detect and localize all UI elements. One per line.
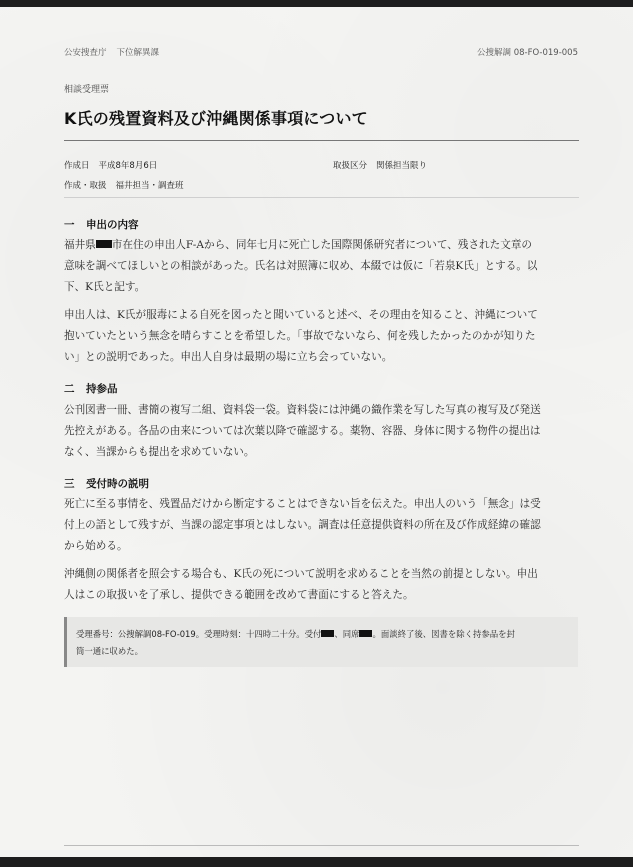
redaction-bar xyxy=(359,630,372,637)
redaction-bar xyxy=(96,240,112,248)
page-header-left xyxy=(64,46,159,58)
text-line: 抱いていたという無念を晴らすことを希望した。「事故でないなら、何を残したかったのかが知りた xyxy=(64,330,536,342)
text-line: 下、K氏と記す。 xyxy=(64,281,146,293)
section-3-title: 受付時の説明 xyxy=(86,478,149,490)
text-line: なく、当課からも提出を求めていない。 xyxy=(64,446,255,458)
section-1-title: 申出の内容 xyxy=(86,219,139,231)
text-line: 付上の語として残すが、当課の認定事項とはしない。調査は任意提供資料の所在及び作成経緯の確認 xyxy=(64,519,541,531)
text-line: 意味を調べてほしいとの相談があった。氏名は対照簿に収め、本綴では仮に「若泉K氏」とする。以 xyxy=(64,260,538,272)
title-divider xyxy=(64,140,579,141)
section-3-paragraph-1 xyxy=(64,494,582,557)
meta-author xyxy=(64,179,184,191)
text-line: 筒一通に収めた。 xyxy=(76,646,143,656)
doc-type-label: 相談受理票 xyxy=(64,85,110,95)
section-2-title: 持参品 xyxy=(86,383,118,395)
section-1-paragraph-2 xyxy=(64,305,582,368)
top-border xyxy=(0,0,633,7)
meta-classification xyxy=(333,159,427,171)
section-2-number: 二 xyxy=(64,383,75,395)
meta-class-value: 関係担当限り xyxy=(376,161,428,171)
section-3-paragraph-2 xyxy=(64,564,582,606)
meta-author-label: 作成・取扱 xyxy=(64,181,107,191)
text-line: 申出人は、K氏が服毒による自死を図ったと聞いていると述べ、その理由を知ること、沖縄について xyxy=(64,309,538,321)
meta-divider xyxy=(64,197,579,198)
receipt-note xyxy=(64,617,578,667)
text-line: 先控えがある。各品の由来については次葉以降で確認する。薬物、容器、身体に関する物件の提出は xyxy=(64,425,541,437)
section-3-number: 三 xyxy=(64,478,75,490)
bottom-border xyxy=(0,857,633,867)
text-line: 人はこの取扱いを了承し、提供できる範囲を改めて書面にすると答えた。 xyxy=(64,589,414,601)
meta-class-label: 取扱区分 xyxy=(333,161,368,171)
header-org: 公安捜査庁 xyxy=(64,48,107,58)
section-3-heading xyxy=(64,476,149,491)
meta-date-label: 作成日 xyxy=(64,161,90,171)
redaction-bar xyxy=(321,630,334,637)
text-line: 受理番号：公捜解調08-FO-019。受理時刻：十四時二十分。受付 、同席 。面談終了後、図書を除く持参品を封 xyxy=(76,629,515,639)
section-1-paragraph-1 xyxy=(64,235,582,298)
page-title: K氏の残置資料及び沖縄関係事項について xyxy=(64,109,368,128)
header-division: 下位解異課 xyxy=(116,48,160,58)
section-1-number: 一 xyxy=(64,219,75,231)
footer-divider xyxy=(64,845,579,846)
text-line: 公刊図書一冊、書簡の複写二組、資料袋一袋。資料袋には沖縄の織作業を写した写真の複写及び発送 xyxy=(64,404,541,416)
text-line: 死亡に至る事情を、残置品だけから断定することはできない旨を伝えた。申出人のいう「無念」は受 xyxy=(64,498,541,510)
meta-author-value: 福井担当・調査班 xyxy=(115,181,184,191)
text-line: 福井県 市在住の申出人F-Aから、同年七月に死亡した国際関係研究者について、残された文章の xyxy=(64,239,533,251)
meta-date-value: 平成8年8月6日 xyxy=(98,161,158,171)
text-line: から始める。 xyxy=(64,540,128,552)
section-2-heading xyxy=(64,381,118,396)
meta-date xyxy=(64,159,157,171)
header-doc-id: 公捜解調 08-FO-019-005 xyxy=(477,48,578,58)
section-1-heading xyxy=(64,217,139,232)
text-line: い」との説明であった。申出人自身は最期の場に立ち会っていない。 xyxy=(64,351,393,363)
section-2-paragraph-1 xyxy=(64,400,582,463)
text-line: 沖縄側の関係者を照会する場合も、K氏の死について説明を求めることを当然の前提としない。申出 xyxy=(64,568,538,580)
